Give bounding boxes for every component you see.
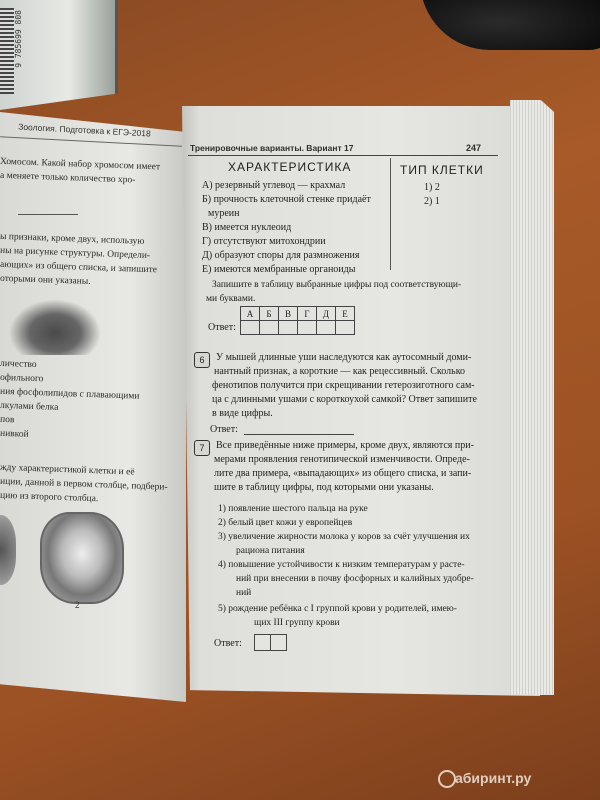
cell-type-item: 1) 2: [424, 182, 440, 193]
right-page-header: Тренировочные варианты. Вариант 17: [190, 143, 354, 153]
task-number-7: 7: [194, 440, 210, 456]
characteristic-item: Г) отсутствуют митохондрии: [202, 236, 326, 247]
left-page-line: ны на рисунке структуры. Определи-: [0, 245, 151, 262]
answer-cell[interactable]: [260, 321, 279, 335]
left-page-line: цию из второго столбца.: [0, 490, 99, 505]
task7-option: ний: [236, 588, 252, 598]
characteristic-item: муреин: [208, 208, 240, 219]
answer-table-letter: Б: [260, 307, 279, 321]
left-page-line: оторыми они указаны.: [0, 273, 91, 287]
task7-option: 1) появление шестого пальца на руке: [218, 504, 368, 514]
illustration-number: 2: [75, 600, 80, 610]
column-heading-cell-type: ТИП КЛЕТКИ: [400, 163, 484, 177]
task7-text: лите два примера, «выпадающих» из общего списка, и запи-: [214, 468, 472, 479]
task6-text: в виде цифры.: [212, 408, 273, 419]
instruction-text: Запишите в таблицу выбранные цифры под соответствующи-: [212, 280, 462, 290]
left-page-line: а меняете только количество хро-: [0, 170, 136, 186]
left-page-line: пов: [0, 414, 15, 426]
left-page-header: Зоология. Подготовка к ЕГЭ-2018: [17, 121, 151, 139]
answer-table-letter: Г: [298, 307, 317, 321]
left-page-line: ния фосфолипидов с плавающими: [0, 386, 140, 402]
task7-text: Все приведённые ниже примеры, кроме двух, являются при-: [216, 440, 474, 451]
answer-cell[interactable]: [279, 321, 298, 335]
answer-cell[interactable]: [336, 321, 355, 335]
task6-text: У мышей длинные уши наследуются как аутосомный доми-: [216, 352, 472, 363]
barcode-number: 9 785699 808: [14, 10, 23, 68]
answer-cell[interactable]: [298, 321, 317, 335]
left-page-line: жду характеристикой клетки и её: [0, 462, 135, 478]
answer-table: [240, 306, 355, 335]
watermark: абиринт.ру: [455, 770, 532, 786]
page-number: 247: [466, 143, 482, 153]
task7-answer-cell[interactable]: [270, 634, 287, 651]
task7-option: 2) белый цвет кожи у европейцев: [218, 518, 353, 528]
task7-option: 3) увеличение жирности молока у коров за счёт улучшения их: [218, 532, 470, 542]
task6-answer-line[interactable]: [244, 434, 354, 435]
right-page-header-rule: [188, 155, 498, 156]
answer-cell[interactable]: [241, 321, 260, 335]
answer-cell[interactable]: [317, 321, 336, 335]
left-page-line: личество: [0, 358, 37, 371]
answer-table-letter: Е: [336, 307, 355, 321]
task7-answer-cell[interactable]: [254, 634, 271, 651]
task6-text: фенотипов получится при скрещивании гетерозиготного сам-: [212, 380, 475, 391]
task6-text: ца с длинными ушами с короткоухой самкой? Ответ запишите: [212, 394, 477, 405]
task6-text: нантный признак, а короткие — как рецессивный. Сколько: [214, 366, 466, 377]
labirint-logo-icon: [438, 770, 456, 788]
task-number-6: 6: [194, 352, 210, 368]
column-divider: [390, 158, 391, 270]
cell-type-item: 2) 1: [424, 196, 440, 207]
characteristic-item: Е) имеются мембранные органоиды: [202, 264, 356, 275]
cell-illustration-2: [40, 512, 124, 604]
task7-option: щих III группу крови: [254, 618, 340, 628]
left-page-line: нивкой: [0, 428, 29, 440]
left-page-line: офильного: [0, 372, 44, 385]
left-page-line: иции, данной в первом столбце, подбери-: [0, 476, 168, 493]
characteristic-item: Б) прочность клеточной стенке придаёт: [202, 194, 371, 205]
instruction-text: ми буквами.: [206, 294, 256, 304]
task7-option: ний при внесении в почву фосфорных и калийных удобре-: [236, 574, 474, 584]
task7-text: мерами проявления генотипической изменчивости. Опреде-: [214, 454, 470, 465]
answer-table-letter: Д: [317, 307, 336, 321]
answer-label: Ответ:: [208, 322, 236, 333]
task7-option: 5) рождение ребёнка с I группой крови у родителей, имею-: [218, 604, 457, 614]
answer-table-letter: В: [279, 307, 298, 321]
left-page-line: ающих» из общего списка, и запишите: [0, 259, 158, 276]
task7-text: шите в таблицу цифры, под которыми они указаны.: [214, 482, 434, 493]
task7-answer-label: Ответ:: [214, 638, 242, 649]
computer-mouse: [420, 0, 600, 50]
task7-option: рациона питания: [236, 546, 305, 556]
left-page-line: лкулами белка: [0, 400, 59, 413]
column-heading-characteristic: ХАРАКТЕРИСТИКА: [228, 160, 352, 174]
barcode: [0, 8, 14, 94]
left-page-line: ы признаки, кроме двух, использую: [0, 231, 145, 247]
characteristic-item: В) имеется нуклеоид: [202, 222, 292, 233]
left-page-answer-line: [18, 214, 78, 215]
left-page-line: Хомосом. Какой набор хромосом имеет: [0, 156, 161, 173]
characteristic-item: Д) образуют споры для размножения: [202, 250, 360, 261]
task7-option: 4) повышение устойчивости к низким температурам у расте-: [218, 560, 465, 570]
page-edges: [510, 100, 554, 695]
task6-answer-label: Ответ:: [210, 424, 238, 435]
characteristic-item: А) резервный углевод — крахмал: [202, 180, 346, 191]
structure-illustration: [10, 300, 100, 355]
answer-table-letter: А: [241, 307, 260, 321]
